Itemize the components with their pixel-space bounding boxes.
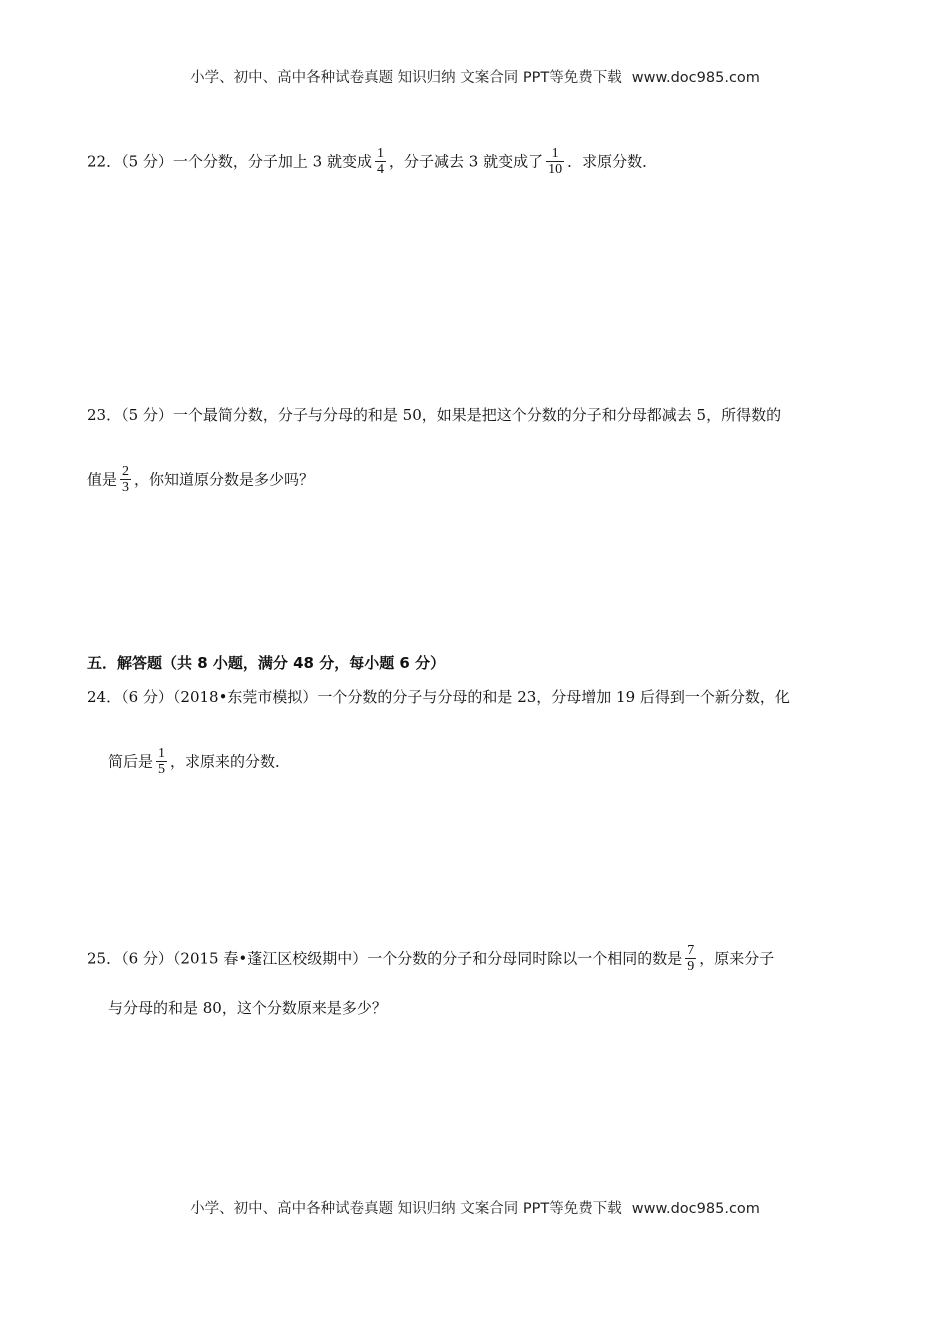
q23-text-2: ，你知道原分数是多少吗？ (134, 470, 315, 489)
fraction-numerator: 7 (687, 943, 695, 958)
page-header (0, 66, 950, 87)
fraction-numerator: 2 (122, 464, 130, 479)
fraction-denominator: 9 (687, 959, 695, 974)
footer-url[interactable]: www.doc985.com (631, 1201, 760, 1217)
q24-text-2: ，求原来的分数． (170, 752, 291, 771)
question-24-line-1: 24．（6 分）（2018•东莞市模拟）一个分数的分子与分母的和是 23，分母增加 19 后得到一个新分数，化 (87, 688, 790, 706)
fraction-numerator: 1 (158, 746, 166, 761)
q22-text-1: 22．（5 分）一个分数，分子加上 3 就变成 (87, 152, 372, 171)
page-footer (0, 1197, 950, 1218)
fraction-1-10 (546, 146, 564, 177)
question-25-line-2: 与分母的和是 80，这个分数原来是多少？ (108, 999, 387, 1017)
fraction-denominator: 5 (158, 762, 166, 777)
q24-text-1: 简后是 (108, 752, 154, 771)
fraction-numerator: 1 (551, 146, 559, 161)
question-23-line-2 (87, 465, 314, 496)
q25-text-2: ，原来分子 (699, 949, 775, 968)
question-25-line-1 (87, 944, 774, 975)
footer-text: 小学、初中、高中各种试卷真题 知识归纳 文案合同 PPT等免费下载 (190, 1201, 622, 1217)
section-title: 五．解答题（共 8 小题，满分 48 分，每小题 6 分） (87, 654, 446, 672)
question-24-line-2 (108, 747, 290, 778)
header-url[interactable]: www.doc985.com (631, 70, 760, 86)
fraction-1-4 (375, 146, 386, 177)
question-22 (87, 147, 657, 178)
fraction-denominator: 4 (376, 162, 384, 177)
fraction-denominator: 10 (548, 162, 563, 177)
fraction-denominator: 3 (122, 480, 130, 495)
fraction-2-3 (120, 464, 131, 495)
q22-text-2: ，分子减去 3 就变成了 (388, 152, 544, 171)
q25-text-1: 25．（6 分）（2015 春•蓬江区校级期中）一个分数的分子和分母同时除以一个相同的数是 (87, 949, 683, 968)
fraction-1-5 (156, 746, 167, 777)
header-text: 小学、初中、高中各种试卷真题 知识归纳 文案合同 PPT等免费下载 (190, 70, 622, 86)
q22-text-3: ．求原分数． (567, 152, 658, 171)
fraction-numerator: 1 (376, 146, 384, 161)
fraction-7-9 (685, 943, 696, 974)
question-23-line-1: 23．（5 分）一个最简分数，分子与分母的和是 50，如果是把这个分数的分子和分母都减去 5，所得数的 (87, 406, 782, 424)
q23-text-1: 值是 (87, 470, 118, 489)
